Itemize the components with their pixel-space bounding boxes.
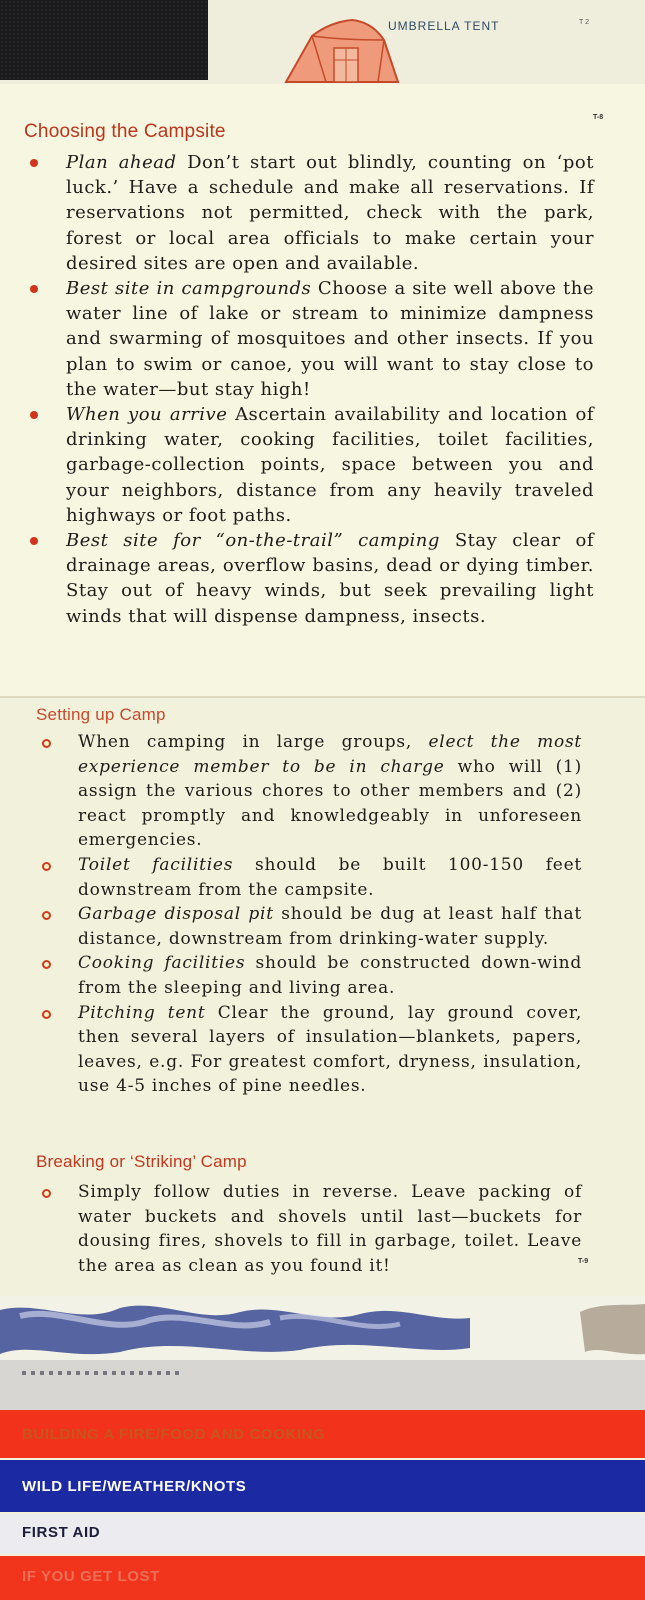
page-code-top: T 2 xyxy=(579,19,589,26)
list-item: Best site in campgrounds Choose a site well above the water line of lake or stream to minimize dampness and swarming of mosquitoes and other insects. If you plan to swim or canoe, you will want to stay close to the water—but stay high! xyxy=(26,276,594,402)
tab-wild-life[interactable]: WILD LIFE/WEATHER/KNOTS xyxy=(0,1460,645,1512)
list-item: Pitching tent Clear the ground, lay ground cover, then several layers of insulation—blankets, papers, leaves, e.g. For greatest comfort, dryness, insulation, use 4-5 inches of pine needles. xyxy=(38,1001,582,1099)
umbrella-tent-icon xyxy=(282,14,404,84)
list-item: Garbage disposal pit should be dug at least half that distance, downstream from drinking-water supply. xyxy=(38,902,582,951)
previous-page-edge xyxy=(0,0,208,80)
section-title-choosing: Choosing the Campsite xyxy=(24,121,226,142)
list-item: When you arrive Ascertain availability and location of drinking water, cooking facilities, toilet facilities, garbage-collection points, space between you and your neighbors, distance from any heavily traveled highways or foot paths. xyxy=(26,402,594,528)
ink-smear xyxy=(0,1296,645,1360)
bullet-list-setting-up xyxy=(38,730,582,1099)
bullet-icon xyxy=(30,537,38,545)
bullet-icon xyxy=(42,960,51,969)
section-title-breaking: Breaking or ‘Striking’ Camp xyxy=(36,1152,247,1171)
list-item: Best site for “on-the-trail” camping Stay clear of drainage areas, overflow basins, dead or dying timber. Stay out of heavy winds, but seek prevailing light winds that will dispense dampness, insects. xyxy=(26,528,594,629)
list-item: Simply follow duties in reverse. Leave packing of water buckets and shovels until last—buckets for dousing fires, shovels to fill in garbage, toilet. Leave the area as clean as you found it! xyxy=(38,1180,582,1278)
tent-label: UMBRELLA TENT xyxy=(388,19,500,33)
tab-if-you-get-lost[interactable]: IF YOU GET LOST xyxy=(0,1556,645,1600)
bullet-icon xyxy=(42,1189,51,1198)
bullet-list-choosing xyxy=(26,150,594,629)
list-item: Toilet facilities should be built 100-150 feet downstream from the campsite. xyxy=(38,853,582,902)
bullet-list-breaking xyxy=(38,1180,582,1278)
faint-print xyxy=(22,1371,182,1375)
page-code: T-8 xyxy=(593,114,604,121)
tab-first-aid[interactable]: FIRST AID xyxy=(0,1514,645,1554)
fold-line xyxy=(0,696,645,698)
bullet-icon xyxy=(30,285,38,293)
bullet-icon xyxy=(42,911,51,920)
bullet-icon xyxy=(42,739,51,748)
bullet-icon xyxy=(30,159,38,167)
list-item: Plan ahead Don’t start out blindly, counting on ‘pot luck.’ Have a schedule and make all reservations. If reservations not permitted, check with the park, forest or local area officials to make certain your desired sites are open and available. xyxy=(26,150,594,276)
page-code: T-9 xyxy=(578,1258,589,1265)
bullet-icon xyxy=(42,1010,51,1019)
list-item: When camping in large groups, elect the most experience member to be in charge who will (1) assign the various chores to other members and (2) react promptly and knowledgeably in unforeseen emergencies. xyxy=(38,730,582,853)
list-item: Cooking facilities should be constructed down-wind from the sleeping and living area. xyxy=(38,951,582,1000)
grey-band xyxy=(0,1360,645,1412)
bullet-icon xyxy=(42,862,51,871)
tab-building-fire[interactable]: BUILDING A FIRE/FOOD AND COOKING xyxy=(0,1410,645,1458)
section-title-setting-up: Setting up Camp xyxy=(36,705,166,724)
bullet-icon xyxy=(30,411,38,419)
